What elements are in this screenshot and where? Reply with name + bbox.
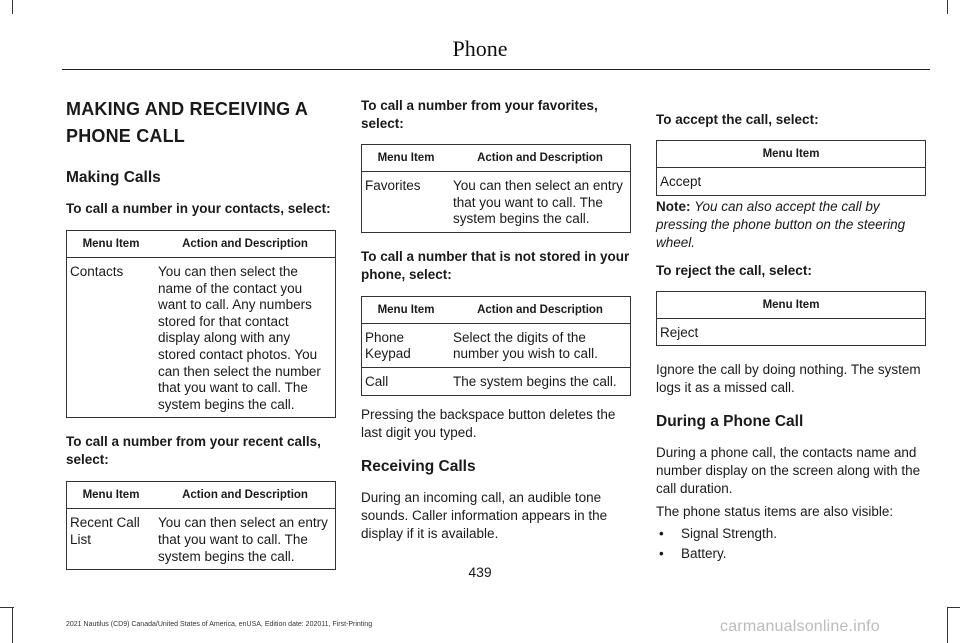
line: system begins the call.: [158, 396, 295, 412]
line: can then select the number: [158, 363, 321, 379]
favorites-table: [361, 144, 631, 233]
crop-mark: [12, 0, 13, 14]
table-row: [657, 168, 926, 196]
line: number display on the screen along with the: [656, 463, 921, 479]
line: number you wish to call.: [453, 346, 598, 362]
table-header-action: Action and Description: [450, 296, 631, 323]
contacts-table: [66, 230, 336, 418]
receiving-text: [361, 489, 631, 543]
recent-lead: [66, 433, 336, 469]
list-item: [656, 525, 926, 543]
table-row: [362, 367, 631, 395]
table-cell-item: Reject: [657, 318, 926, 346]
table-cell-item: Favorites: [362, 172, 451, 233]
line: stored contact photos. You: [158, 346, 318, 362]
line: During an incoming call, an audible tone: [361, 489, 602, 505]
line: Phone: [365, 329, 405, 345]
line: Recent Call: [70, 515, 140, 531]
bullet-icon: •: [659, 526, 664, 542]
section-title: [66, 96, 336, 150]
table-header-menu-item: Menu Item: [657, 141, 926, 168]
table-row: [67, 509, 336, 570]
line: that you want to call. The: [453, 194, 603, 210]
list-item: [656, 545, 926, 563]
line: List: [70, 531, 92, 547]
line: Select the digits of the: [453, 329, 586, 345]
line: You can then select an entry: [158, 515, 328, 531]
line: To call a number that is not stored in your: [361, 248, 630, 264]
line: To call a number from your recent calls,: [66, 434, 321, 450]
backspace-text: [361, 406, 631, 442]
making-calls-heading: Making Calls: [66, 169, 161, 186]
line: You can then select an entry: [453, 178, 623, 193]
column-right: [656, 90, 926, 563]
table-header-action: Action and Description: [450, 145, 631, 172]
line: display if it is available.: [361, 525, 499, 541]
column-middle: [361, 90, 631, 543]
line: name of the contact you: [158, 280, 303, 296]
line: that you want to call. The: [158, 380, 308, 396]
line: system begins the call.: [453, 211, 590, 227]
table-cell-item: Contacts: [67, 258, 156, 418]
accept-lead: To accept the call, select:: [656, 112, 819, 127]
column-left: [66, 90, 336, 570]
status-text: The phone status items are also visible:: [656, 504, 894, 520]
note-label: Note:: [656, 198, 691, 214]
line: that you want to call. The: [158, 531, 308, 547]
not-stored-lead: [361, 248, 631, 284]
reject-table: [656, 291, 926, 347]
favorites-lead: To call a number from your favorites, select:: [361, 98, 598, 131]
table-header-menu-item: Menu Item: [657, 291, 926, 318]
header-rule: [62, 69, 930, 70]
recent-table: [66, 481, 336, 570]
crop-mark: [947, 607, 960, 608]
accept-table: [656, 140, 926, 196]
crop-mark: [947, 607, 948, 643]
line: call duration.: [656, 481, 733, 497]
line: Keypad: [365, 346, 411, 362]
line: display along with any: [158, 330, 291, 346]
section-title-line-1: MAKING AND RECEIVING A: [66, 99, 309, 119]
line: Ignore the call by doing nothing. The system: [656, 362, 921, 378]
table-header-action: Action and Description: [155, 231, 336, 258]
crop-mark: [947, 0, 948, 14]
table-cell-item: Call: [362, 367, 451, 395]
watermark: carmanualsonline.info: [720, 618, 880, 635]
table-header-menu-item: Menu Item: [67, 231, 156, 258]
table-cell-action: [450, 323, 631, 367]
bullet-text: Signal Strength.: [681, 526, 778, 542]
contacts-lead: To call a number in your contacts, select:: [66, 201, 331, 216]
ignore-text: [656, 361, 926, 397]
line: You can then select the: [158, 264, 298, 279]
table-cell-action: [155, 509, 336, 570]
table-cell-item: Accept: [657, 168, 926, 196]
table-row: [362, 172, 631, 233]
table-row: [657, 318, 926, 346]
table-header-menu-item: Menu Item: [67, 482, 156, 509]
during-call-heading: During a Phone Call: [656, 413, 804, 431]
bullet-text: Battery.: [681, 546, 727, 562]
table-cell-item: [362, 323, 451, 367]
table-header-menu-item: Menu Item: [362, 296, 451, 323]
line: You can also accept the call by: [694, 198, 880, 214]
bullet-icon: •: [659, 546, 664, 562]
line: During a phone call, the contacts name and: [656, 445, 917, 461]
table-row: [362, 323, 631, 367]
table-cell-action: [450, 172, 631, 233]
table-cell-action: The system begins the call.: [450, 367, 631, 395]
note-text: [656, 198, 926, 252]
receiving-calls-heading: Receiving Calls: [361, 457, 476, 475]
crop-mark: [12, 607, 13, 643]
table-row: [67, 258, 336, 418]
line: sounds. Caller information appears in the: [361, 507, 608, 523]
reject-lead: To reject the call, select:: [656, 262, 812, 278]
line: last digit you typed.: [361, 424, 477, 440]
line: pressing the phone button on the steering: [656, 216, 906, 232]
during-text: [656, 444, 926, 498]
line: logs it as a missed call.: [656, 380, 795, 396]
line: select:: [66, 452, 109, 468]
line: want to call. Any numbers: [158, 297, 312, 313]
footer-edition-text: 2021 Nautilus (CD9) Canada/United States of America, enUSA, Edition date: 202011, First-Printing: [66, 621, 373, 628]
table-header-action: Action and Description: [155, 482, 336, 509]
table-header-menu-item: Menu Item: [362, 145, 451, 172]
line: wheel.: [656, 234, 696, 250]
line: system begins the call.: [158, 548, 295, 564]
table-cell-action: [155, 258, 336, 418]
table-cell-item: [67, 509, 156, 570]
not-stored-table: [361, 296, 631, 396]
page-number: 439: [468, 564, 492, 580]
line: Pressing the backspace button deletes the: [361, 406, 616, 422]
section-title-line-2: PHONE CALL: [66, 126, 185, 146]
line: stored for that contact: [158, 313, 289, 329]
line: phone, select:: [361, 266, 452, 282]
page-header-title: Phone: [452, 36, 508, 61]
